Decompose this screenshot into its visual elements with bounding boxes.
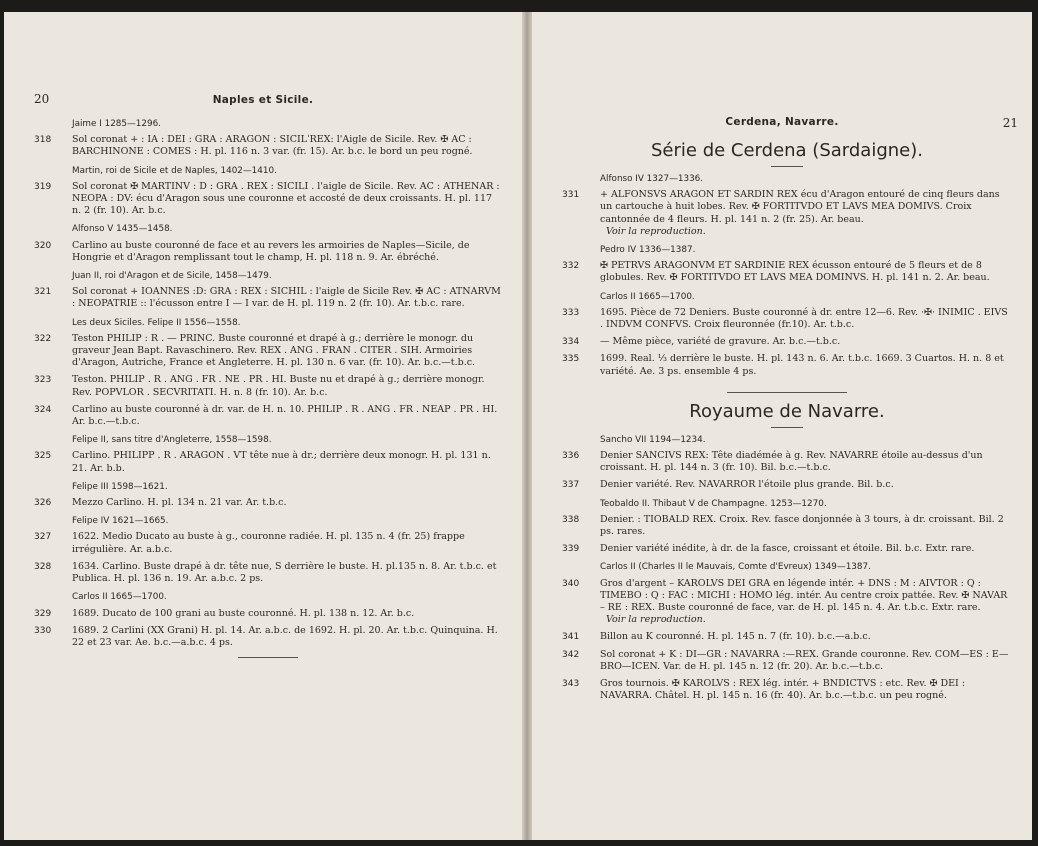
section-body	[562, 434, 1012, 703]
end-rule	[238, 657, 298, 658]
entry-text: Gros d'argent – KAROLVS DEI GRA en légende intér. + DNS : M : AIVTOR : Q : TIMEBO : Q : FAC : MICHI : HOMO lég. intér. Au centre croix pattée. Rev. ✠ NAVAR – RE : REX. Buste couronné de face, var. de H. pl. 145 n. 4. Ar. t.b.c. Extr. rare.	[600, 577, 1008, 614]
catalogue-entry	[562, 189, 1012, 238]
ruler-heading: Jaime I 1285—1296.	[72, 119, 161, 129]
catalogue-entry	[562, 260, 1012, 284]
entry-text: Sol coronat ✠ MARTINV : D : GRA . REX : SICILI . l'aigle de Sicile. Rev. AC : ATHENAR : NEOPA : DV: écu d'Aragon sous une couronne et accosté de deux croissants. H. pl. 117 n. 2 (fr. 10). Ar. b.c.	[72, 180, 500, 217]
entry-number: 335	[562, 354, 580, 365]
entry-text: Mezzo Carlino. H. pl. 134 n. 21 var. Ar. t.b.c.	[72, 497, 287, 509]
entry-text: — Même pièce, variété de gravure. Ar. b.c.—t.b.c.	[600, 336, 841, 348]
section-title: Série de Cerdena (Sardaigne).	[651, 140, 923, 161]
entry-number: 333	[562, 307, 580, 318]
ruler-heading: Alfonso V 1435—1458.	[72, 224, 173, 235]
right-page	[532, 12, 1032, 840]
catalogue-entry	[34, 531, 502, 555]
ruler-heading: Felipe III 1598—1621.	[72, 481, 168, 492]
entry-text: Denier variété inédite, à dr. de la fasce, croissant et étoile. Bil. b.c. Extr. rare.	[600, 543, 975, 555]
entry-text: Denier variété. Rev. NAVARROR l'étoile plus grande. Bil. b.c.	[600, 479, 894, 491]
entry-number: 318	[34, 135, 52, 146]
entry-text: Carlino au buste couronné à dr. var. de H. n. 10. PHILIP . R . ANG . FR . NEAP . PR . HI. Ar. b.c.—t.b.c.	[72, 403, 498, 428]
catalogue-entry	[34, 286, 502, 310]
entry-number: 321	[34, 287, 52, 298]
entry-number: 330	[34, 625, 52, 636]
section-title: Royaume de Navarre.	[689, 400, 885, 422]
entry-number: 338	[562, 514, 580, 525]
entry-number: 336	[562, 451, 580, 462]
entry-number: 327	[34, 532, 52, 543]
entry-number: 325	[34, 451, 52, 462]
catalogue-entry	[562, 678, 1012, 702]
entry-text: Carlino. PHILIPP . R . ARAGON . VT tête nue à dr.; derrière deux monogr. H. pl. 131 n. 21. Ar. b.b.	[72, 450, 491, 474]
left-page-header	[4, 92, 522, 112]
catalogue-entry	[34, 404, 502, 428]
entry-number: 337	[562, 480, 580, 491]
entry-text: + ALFONSVS ARAGON ET SARDIN REX écu d'Aragon entouré de cinq fleurs dans un cartouche à huit lobes. Rev. ✠ FORTITVDO ET LAVS MEA DOMIVS. Croix cantonnée de 4 fleurs. H. pl. 141 n. 2 (fr. 25). Ar. beau.	[600, 189, 1000, 225]
catalogue-entry	[562, 578, 1012, 627]
ruler-heading: Les deux Siciles. Felipe II 1556—1558.	[72, 317, 241, 328]
entry-text: Denier. : TIOBALD REX. Croix. Rev. fasce donjonnée à 3 tours, à dr. croissant. Bil. 2 ps. rares.	[600, 513, 1004, 538]
catalogue-entry	[34, 625, 502, 649]
entry-text: Sol coronat + IOANNES :D: GRA : REX : SICHIL : l'aigle de Sicile Rev. ✠ AC : ATNARVM : NEOPATRIE :: l'écusson entre I — I var. de H. pl. 119 n. 2 (fr. 10). Ar. t.b.c. rare.	[72, 286, 501, 310]
catalogue-entry	[562, 353, 1012, 377]
entry-number: 334	[562, 337, 580, 348]
entry-number: 319	[34, 181, 52, 192]
entry-number: 342	[562, 649, 580, 660]
entry-number: 323	[34, 375, 52, 386]
title-rule	[771, 427, 803, 428]
entry-number: 341	[562, 632, 580, 643]
catalogue-entry	[562, 450, 1012, 474]
section-navarre	[562, 392, 1012, 703]
entry-text: Sol coronat + : IA : DEI : GRA : ARAGON : SICILˈREX: l'Aigle de Sicile. Rev. ✠ AC : BARCHINONE : COMES : H. pl. 116 n. 3 var. (fr. 15). Ar. b.c. le bord un peu rogné.	[72, 134, 473, 158]
catalogue-entry	[34, 608, 502, 620]
ruler-heading: Sancho VII 1194—1234.	[600, 434, 706, 445]
entry-text: 1622. Medio Ducato au buste à g., couronne radiée. H. pl. 135 n. 4 (fr. 25) frappe irrégulière. Ar. a.b.c.	[72, 531, 465, 555]
ruler-heading: Martin, roi de Sicile et de Naples, 1402—1410.	[72, 165, 277, 176]
entry-text: 1699. Real. ⅓ derrière le buste. H. pl. 143 n. 6. Ar. t.b.c. 1669. 3 Cuartos. H. n. 8 et variété. Ae. 3 ps. ensemble 4 ps.	[600, 353, 1004, 377]
catalogue-entry	[562, 649, 1012, 673]
catalogue-entry	[562, 543, 1012, 555]
entry-number: 343	[562, 679, 580, 690]
entry-text: Sol coronat + K : DI—GR : NAVARRA :—REX. Grande couronne. Rev. COM—ES : E—BRO—ICEN. Var. de H. pl. 145 n. 12 (fr. 20). Ar. b.c.—t.b.c.	[600, 648, 1009, 672]
entry-number: 340	[562, 578, 580, 589]
entry-text: Billon au K couronné. H. pl. 145 n. 7 (fr. 10). b.c.—a.b.c.	[600, 631, 871, 643]
section-cerdena	[562, 140, 1012, 378]
entry-number: 326	[34, 498, 52, 509]
ruler-heading: Felipe IV 1621—1665.	[72, 516, 169, 527]
left-page-number: 20	[34, 92, 50, 106]
left-page	[4, 12, 523, 840]
ruler-heading: Pedro IV 1336—1387.	[600, 245, 696, 256]
right-page-number: 21	[1002, 116, 1018, 130]
ruler-heading: Carlos II (Charles II le Mauvais, Comte d'Evreux) 1349—1387.	[600, 562, 871, 573]
entry-text: Teston. PHILIP . R . ANG . FR . NE . PR . HI. Buste nu et drapé à g.; derrière monogr. Rev. POPVLOR . SECVRITATI. H. n. 8 (fr. 10). Ar. b.c.	[72, 374, 485, 398]
catalogue-entry	[562, 336, 1012, 348]
entry-reproduction-note: Voir la reproduction.	[606, 225, 706, 237]
entry-text: ✠ PETRVS ARAGONVM ET SARDINIE REX écusson entouré de 5 fleurs et de 8 globules. Rev. ✠ FORTITVDO ET LAVS MEA DOMINVS. H. pl. 141 n. 2. Ar. beau.	[600, 260, 990, 284]
entry-number: 322	[34, 333, 52, 344]
ruler-heading: Teobaldo II. Thibaut V de Champagne. 1253—1270.	[600, 498, 827, 509]
entry-number: 328	[34, 561, 52, 572]
catalogue-entry	[562, 631, 1012, 643]
ruler-heading: Carlos II 1665—1700.	[72, 592, 167, 603]
entry-number: 339	[562, 544, 580, 555]
entry-number: 329	[34, 608, 52, 619]
catalogue-entry	[34, 374, 502, 398]
ruler-heading: Alfonso IV 1327—1336.	[600, 174, 704, 184]
entry-number: 332	[562, 261, 580, 272]
left-running-title: Naples et Sicile.	[212, 94, 314, 106]
entry-text: 1634. Carlino. Buste drapé à dr. tête nue, S derrière le buste. H. pl.135 n. 8. Ar. t.b.c. et Publica. H. pl. 136 n. 19. Ar. a.b.c. 2 ps.	[72, 560, 497, 585]
catalogue-entry	[34, 333, 502, 370]
entry-number: 331	[562, 190, 580, 201]
entry-text: 1689. 2 Carlini (XX Grani) H. pl. 14. Ar. a.b.c. de 1692. H. pl. 20. Ar. t.b.c. Quinquina. H. 22 et 23 var. Ae. b.c.—a.b.c. 4 ps.	[72, 624, 498, 648]
right-running-title: Cerdena, Navarre.	[725, 116, 839, 128]
ruler-heading: Juan II, roi d'Aragon et de Sicile, 1458—1479.	[72, 271, 272, 282]
catalogue-entry	[562, 479, 1012, 491]
section-body	[562, 173, 1012, 378]
book-gutter	[522, 12, 532, 840]
catalogue-entry	[562, 307, 1012, 331]
ruler-heading: Felipe II, sans titre d'Angleterre, 1558—1598.	[72, 435, 272, 446]
catalogue-entry	[562, 514, 1012, 538]
entry-reproduction-note: Voir la reproduction.	[606, 614, 706, 626]
catalogue-entry	[34, 497, 502, 509]
entry-text: Teston PHILIP : R . — PRINC. Buste couronné et drapé à g.; derrière le monogr. du graveur Jean Bapt. Ravaschinero. Rev. REX . ANG . FRAN . CITER . SIH. Armoiries d'Aragon, Autriche, France et Angleterre. H. pl. 130 n. 6 var. (fr. 10). Ar. b.c.—t.b.c.	[72, 332, 476, 369]
right-catalogue-column	[562, 140, 1012, 708]
section-separator-rule	[727, 392, 847, 393]
entry-text: Gros tournois. ✠ KAROLVS : REX lég. intér. + BNDICTVS : etc. Rev. ✠ DEI : NAVARRA. Châtel. H. pl. 145 n. 16 (fr. 40). Ar. b.c.—t.b.c. un peu rogné.	[600, 678, 966, 702]
entry-number: 324	[34, 404, 52, 415]
catalogue-entry	[34, 181, 502, 218]
catalogue-entry	[34, 561, 502, 585]
entry-number: 320	[34, 240, 52, 251]
catalogue-entry	[34, 450, 502, 474]
entry-text: Denier SANCIVS REX: Tête diadémée à g. Rev. NAVARRE étoile au-dessus d'un croissant. H. pl. 144 n. 3 (fr. 10). Bil. b.c.—t.b.c.	[600, 450, 983, 474]
entry-text: 1689. Ducato de 100 grani au buste couronné. H. pl. 138 n. 12. Ar. b.c.	[72, 607, 415, 619]
right-page-header	[532, 116, 1032, 136]
entry-text: 1695. Pièce de 72 Deniers. Buste couronné à dr. entre 12—6. Rev. ·✠· INIMIC . EIVS . INDVM CONFVS. Croix fleuronnée (fr.10). Ar. t.b.c.	[600, 306, 1008, 331]
left-catalogue-column	[34, 112, 502, 658]
title-rule	[771, 166, 803, 167]
entry-text: Carlino au buste couronné de face et au revers les armoiries de Naples—Sicile, de Hongrie et d'Aragon remplissant tout le champ, H. pl. 118 n. 9. Ar. ébréché.	[72, 239, 470, 263]
catalogue-entry	[34, 134, 502, 158]
catalogue-entry	[34, 240, 502, 264]
ruler-heading: Carlos II 1665—1700.	[600, 291, 695, 302]
